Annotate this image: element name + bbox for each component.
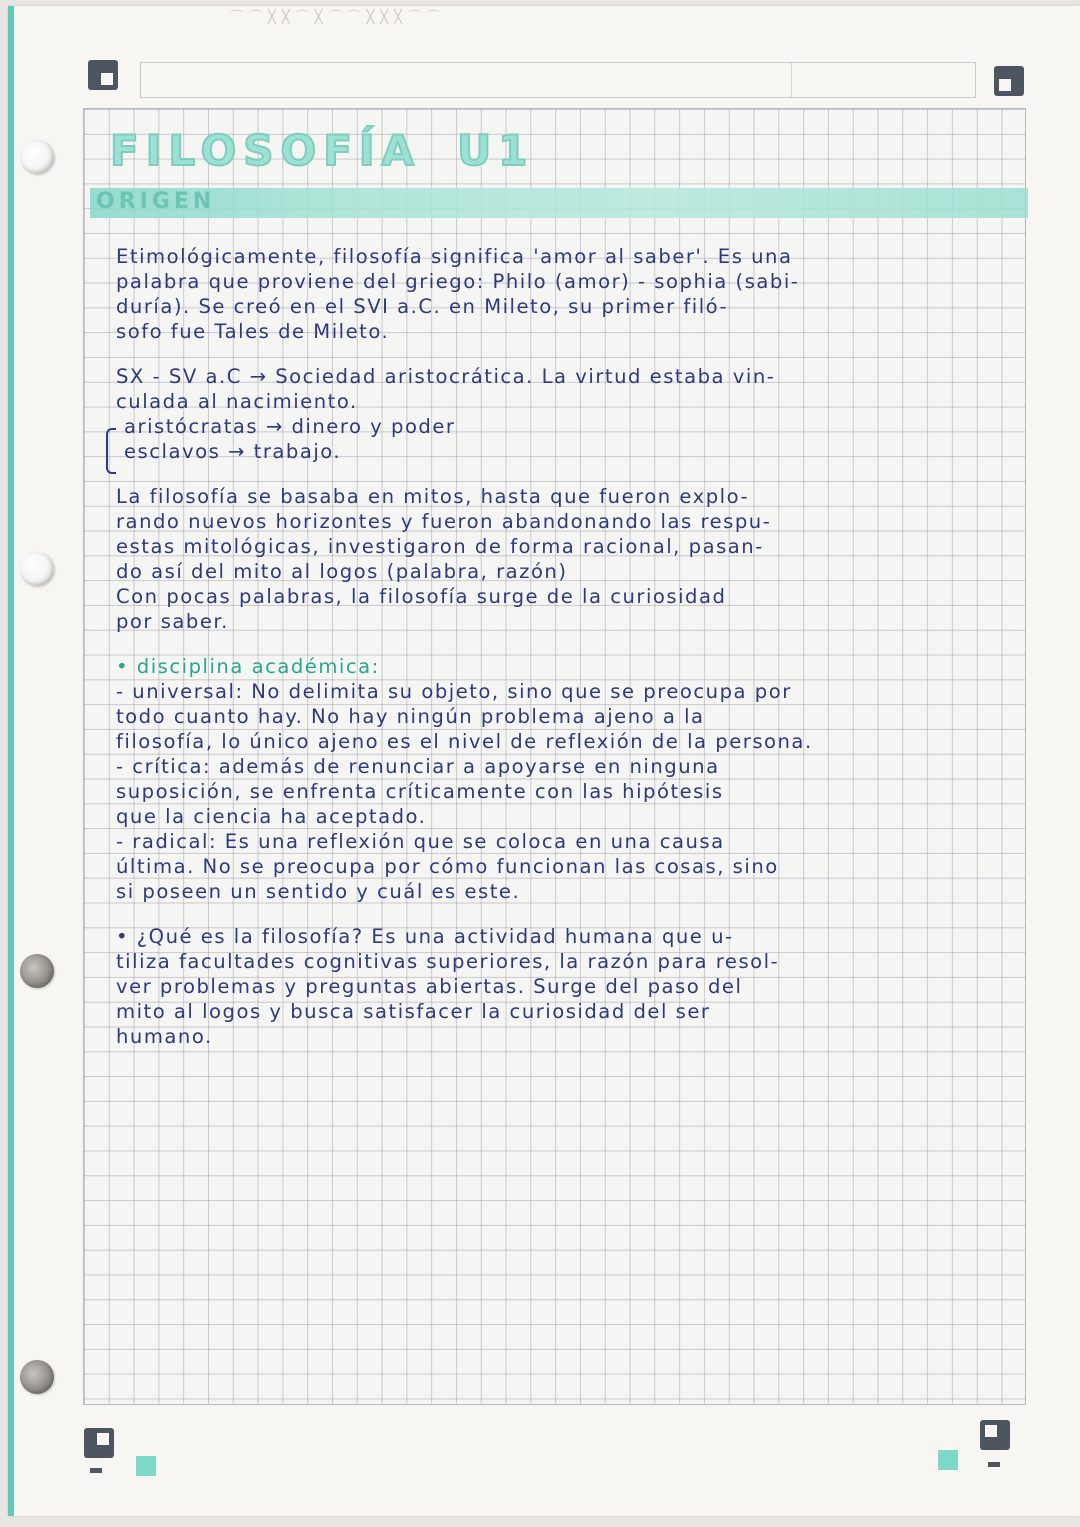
bullet-heading: • disciplina académica: (116, 655, 380, 678)
text-line: duría). Se creó en el SVI a.C. en Mileto, su primer filó- (116, 295, 729, 318)
title-text: FILOSOFÍA (110, 126, 422, 175)
page-title (110, 126, 534, 176)
corner-marker-icon (980, 1420, 1010, 1450)
text-line: por saber. (116, 610, 229, 633)
paragraph-what-is (116, 924, 1006, 1049)
text-line: do así del mito al logos (palabra, razón) (116, 560, 568, 583)
text-line: suposición, se enfrenta críticamente con las hipótesis (116, 780, 724, 803)
text-line: si poseen un sentido y cuál es este. (116, 880, 521, 903)
text-line: rando nuevos horizontes y fueron abandonando las respu- (116, 510, 772, 533)
page-mark (988, 1462, 1000, 1467)
text-line: ver problemas y preguntas abiertas. Surge del paso del (116, 975, 743, 998)
section-heading: ORIGEN (96, 189, 216, 214)
paragraph-society (116, 364, 1006, 464)
text-line: que la ciencia ha aceptado. (116, 805, 427, 828)
text-line: Etimológicamente, filosofía significa 'amor al saber'. Es una (116, 245, 793, 268)
binder-hole (20, 552, 54, 586)
text-line: tiliza facultades cognitivas superiores, la razón para resol- (116, 950, 780, 973)
text-line: mito al logos y busca satisfacer la curiosidad del ser (116, 1000, 711, 1023)
text-line: SX - SV a.C → Sociedad aristocrática. La virtud estaba vin- (116, 365, 776, 388)
corner-marker-icon (994, 66, 1024, 96)
corner-marker-icon (88, 60, 118, 90)
section-highlight-bar (90, 188, 1028, 218)
text-line: todo cuanto hay. No hay ningún problema ajeno a la (116, 705, 705, 728)
text-line: humano. (116, 1025, 213, 1048)
paragraph-etymology (116, 244, 1006, 344)
page-mark (90, 1468, 102, 1473)
notes-body (116, 244, 1006, 1049)
text-line: estas mitológicas, investigaron de forma racional, pasan- (116, 535, 764, 558)
teal-marker (938, 1450, 958, 1470)
text-line: - universal: No delimita su objeto, sino que se preocupa por (116, 680, 792, 703)
text-line: Con pocas palabras, la filosofía surge de la curiosidad (116, 585, 727, 608)
text-line: palabra que proviene del griego: Philo (amor) - sophia (sabi- (116, 270, 800, 293)
binder-hole (20, 140, 54, 174)
brace-icon (106, 428, 116, 474)
page-edge-marks: ⌒⌒╳╳⌒╳⌒⌒╳╳╳⌒⌒ (230, 10, 446, 25)
text-line: aristócratas → dinero y poder (124, 415, 456, 438)
text-line: filosofía, lo único ajeno es el nivel de reflexión de la persona. (116, 730, 813, 753)
header-box (140, 62, 976, 98)
text-line: • ¿Qué es la filosofía? Es una actividad humana que u- (116, 925, 734, 948)
binder-hole (20, 954, 54, 988)
text-line: culada al nacimiento. (116, 390, 358, 413)
text-line: La filosofía se basaba en mitos, hasta que fueron explo- (116, 485, 750, 508)
binder-hole (20, 1360, 54, 1394)
text-line: sofo fue Tales de Mileto. (116, 320, 390, 343)
paragraph-academic (116, 654, 1006, 904)
text-line: última. No se preocupa por cómo funcionan las cosas, sino (116, 855, 779, 878)
text-line: esclavos → trabajo. (124, 440, 342, 463)
text-line: - radical: Es una reflexión que se coloca en una causa (116, 830, 725, 853)
paragraph-myth-to-logos (116, 484, 1006, 634)
unit-label: U1 (457, 126, 535, 175)
corner-marker-icon (84, 1428, 114, 1458)
teal-marker (136, 1456, 156, 1476)
text-line: - crítica: además de renunciar a apoyarse en ninguna (116, 755, 720, 778)
